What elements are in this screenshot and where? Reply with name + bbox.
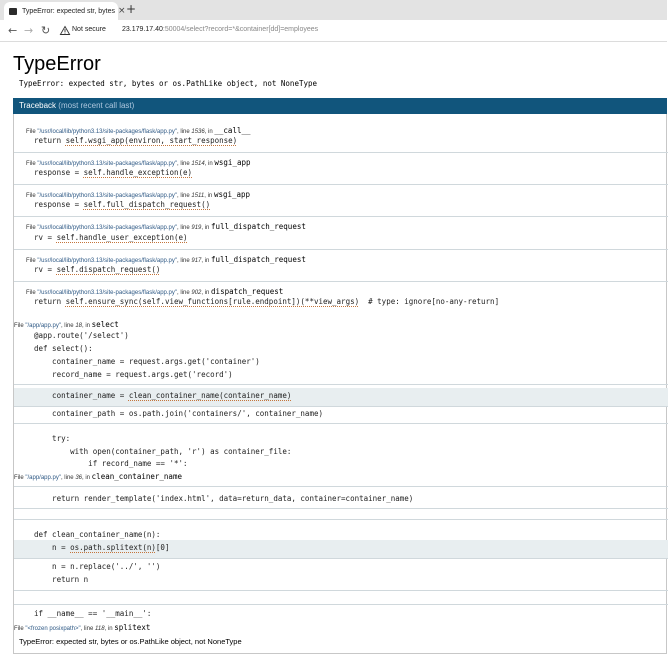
code-line[interactable]: @app.route('/select'): [34, 331, 129, 340]
code-line[interactable]: try:: [34, 434, 71, 443]
code-line-current[interactable]: n = os.path.splitext(n)[0]: [34, 543, 170, 552]
code-line[interactable]: return self.ensure_sync(self.view_functions[rule.endpoint])(**view_args) # type: ignore[no-any-return]: [34, 297, 500, 306]
code-line-current[interactable]: container_name = clean_container_name(container_name): [34, 391, 292, 400]
frame-file-line: File "/usr/local/lib/python3.13/site-packages/flask/app.py", line 1511, in wsgi_app: [26, 190, 251, 199]
traceback-sublabel: (most recent call last): [58, 101, 135, 110]
traceback-header: [13, 98, 667, 114]
frame-file-line: File "/usr/local/lib/python3.13/site-packages/flask/app.py", line 919, in full_dispatch_request: [26, 222, 306, 231]
frame-file-line: File "/app/app.py", line 18, in select: [14, 320, 119, 329]
page-title: TypeError: [13, 53, 101, 75]
frame-file-line: File "/usr/local/lib/python3.13/site-packages/flask/app.py", line 902, in dispatch_request: [26, 287, 284, 296]
url-path: :50004/select?record=*&container[dd]=employees: [162, 26, 319, 33]
code-line[interactable]: n = n.replace('../', ''): [34, 562, 161, 571]
code-line[interactable]: response = self.full_dispatch_request(): [34, 200, 211, 209]
tab-strip: [0, 0, 667, 20]
browser-tab[interactable]: [4, 2, 126, 20]
code-line[interactable]: with open(container_path, 'r') as container_file:: [34, 447, 292, 456]
frame-file-line: File "<frozen posixpath>", line 118, in splitext: [14, 623, 151, 632]
traceback-label: Traceback: [19, 101, 57, 110]
frame-file-line: File "/usr/local/lib/python3.13/site-packages/flask/app.py", line 1514, in wsgi_app: [26, 158, 251, 167]
code-line[interactable]: container_name = request.args.get('container'): [34, 357, 260, 366]
frame-file-line: File "/app/app.py", line 36, in clean_container_name: [14, 472, 182, 481]
code-line[interactable]: response = self.handle_exception(e): [34, 168, 193, 177]
back-arrow-icon[interactable]: ←: [8, 24, 18, 37]
code-line[interactable]: rv = self.handle_user_exception(e): [34, 233, 188, 242]
reload-icon[interactable]: ↻: [41, 24, 51, 37]
close-icon[interactable]: ×: [118, 6, 126, 16]
browser-toolbar: [0, 20, 667, 42]
code-line[interactable]: container_path = os.path.join('containers/', container_name): [34, 409, 323, 418]
terminal-favicon-icon: [9, 8, 17, 15]
frame-file-line: File "/usr/local/lib/python3.13/site-packages/flask/app.py", line 1536, in __call__: [26, 126, 251, 135]
not-secure-label[interactable]: Not secure: [72, 26, 106, 33]
url-host: 23.179.17.40: [122, 26, 163, 33]
code-line[interactable]: record_name = request.args.get('record'): [34, 370, 233, 379]
warning-icon[interactable]: [60, 26, 70, 35]
code-line[interactable]: def select():: [34, 344, 93, 353]
address-bar[interactable]: [122, 26, 318, 33]
code-line[interactable]: def clean_container_name(n):: [34, 530, 161, 539]
code-line[interactable]: return self.wsgi_app(environ, start_response): [34, 136, 238, 145]
final-error-text: TypeError: expected str, bytes or os.PathLike object, not NoneType: [19, 637, 242, 646]
frame-file-line: File "/usr/local/lib/python3.13/site-packages/flask/app.py", line 917, in full_dispatch_request: [26, 255, 306, 264]
tab-title: TypeError: expected str, bytes: [22, 7, 115, 15]
code-line[interactable]: rv = self.dispatch_request(): [34, 265, 161, 274]
forward-arrow-icon[interactable]: →: [24, 24, 34, 37]
new-tab-icon[interactable]: +: [126, 2, 137, 16]
traceback-body: [13, 114, 667, 654]
code-line[interactable]: if __name__ == '__main__':: [34, 609, 152, 618]
error-message: TypeError: expected str, bytes or os.PathLike object, not NoneType: [19, 79, 318, 88]
code-line[interactable]: return render_template('index.html', data=return_data, container=container_name): [34, 494, 414, 503]
code-line[interactable]: return n: [34, 575, 89, 584]
code-line[interactable]: if record_name == '*':: [34, 459, 188, 468]
